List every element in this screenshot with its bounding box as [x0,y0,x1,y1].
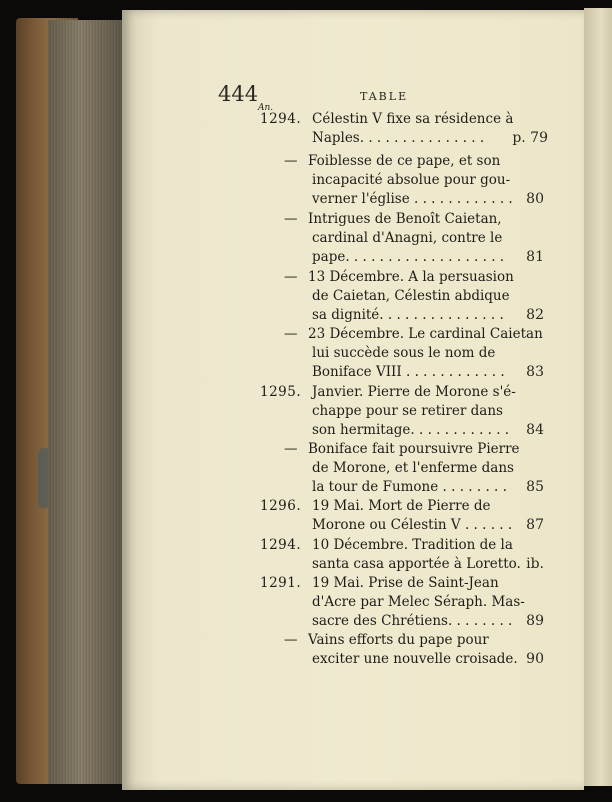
entry-page-number: p. 79 [512,130,548,147]
entry-line: 19 Mai. Prise de Saint-Jean [312,575,499,591]
column-label: An. [258,103,274,113]
entry-page-number: 80 [526,191,544,208]
facing-page-edge [584,8,612,786]
toc-entry [262,440,544,498]
entry-line: d'Acre par Melec Séraph. Mas- [312,594,525,611]
entry-page-number: 87 [526,517,544,534]
toc-entry [260,110,548,148]
entry-year: 1291. [260,575,302,591]
entry-dash: — [284,326,298,342]
entry-dash: — [284,269,298,285]
entry-line: de Morone, et l'enferme dans [312,460,514,477]
toc-entry [262,210,544,268]
entry-line: lui succède sous le nom de [312,345,496,362]
toc-entry [262,383,544,441]
entry-page-number: 83 [526,364,544,381]
entry-line: Naples. . . . . . . . . . . . . . . [312,130,485,147]
entry-line: Célestin V fixe sa résidence à [312,111,514,127]
entry-line: pape. . . . . . . . . . . . . . . . . . . [312,249,505,266]
running-head: TABLE [360,90,409,103]
entry-line: cardinal d'Anagni, contre le [312,230,503,247]
entry-dash: — [284,211,298,227]
entry-page-number: 82 [526,307,544,324]
entry-line: son hermitage. . . . . . . . . . . . [312,422,510,439]
toc-entry [262,325,544,383]
page-number: 444 [218,82,259,106]
entry-line: 10 Décembre. Tradition de la [312,537,513,553]
entry-dash: — [284,632,298,648]
entry-line: santa casa apportée à Loretto. [312,556,521,573]
entry-page-number: 84 [526,422,544,439]
entry-page-number: 89 [526,613,544,630]
toc-entry [262,152,544,210]
entry-line: de Caietan, Célestin abdique [312,288,510,305]
entry-page-number: ib. [526,556,544,573]
toc-entry [262,268,544,326]
page-block-shade [48,20,128,784]
toc-entry [262,497,544,535]
toc-entry [262,536,544,574]
toc-entry [262,574,544,632]
entry-line: Intrigues de Benoît Caietan, [308,211,502,227]
entry-line: Foiblesse de ce pape, et son [308,153,501,169]
entry-year: 1296. [260,498,302,514]
entry-line: Janvier. Pierre de Morone s'é- [312,384,516,400]
entry-page-number: 81 [526,249,544,266]
entry-line: 23 Décembre. Le cardinal Caietan [308,326,543,342]
entry-line: 19 Mai. Mort de Pierre de [312,498,491,514]
entry-dash: — [284,441,298,457]
entry-line: sa dignité. . . . . . . . . . . . . . . [312,307,504,324]
entry-page-number: 85 [526,479,544,496]
entry-line: Vains efforts du pape pour [308,632,489,648]
entry-line: chappe pour se retirer dans [312,403,503,420]
entry-line: Morone ou Célestin V . . . . . . [312,517,513,534]
entry-line: verner l'église . . . . . . . . . . . . [312,191,513,208]
entry-line: exciter une nouvelle croisade. [312,651,518,668]
entry-dash: — [284,153,298,169]
entry-line: 13 Décembre. A la persuasion [308,269,514,285]
entry-line: Boniface VIII . . . . . . . . . . . . [312,364,505,381]
entry-line: la tour de Fumone . . . . . . . . [312,479,507,496]
entry-line: incapacité absolue pour gou- [312,172,511,189]
entry-line: Boniface fait poursuivre Pierre [308,441,520,457]
entry-year: 1294. [260,111,302,127]
entry-year: 1294. [260,537,302,553]
entry-year: 1295. [260,384,302,400]
entry-line: sacre des Chrétiens. . . . . . . . [312,613,513,630]
entry-page-number: 90 [526,651,544,668]
toc-entry [262,631,544,669]
